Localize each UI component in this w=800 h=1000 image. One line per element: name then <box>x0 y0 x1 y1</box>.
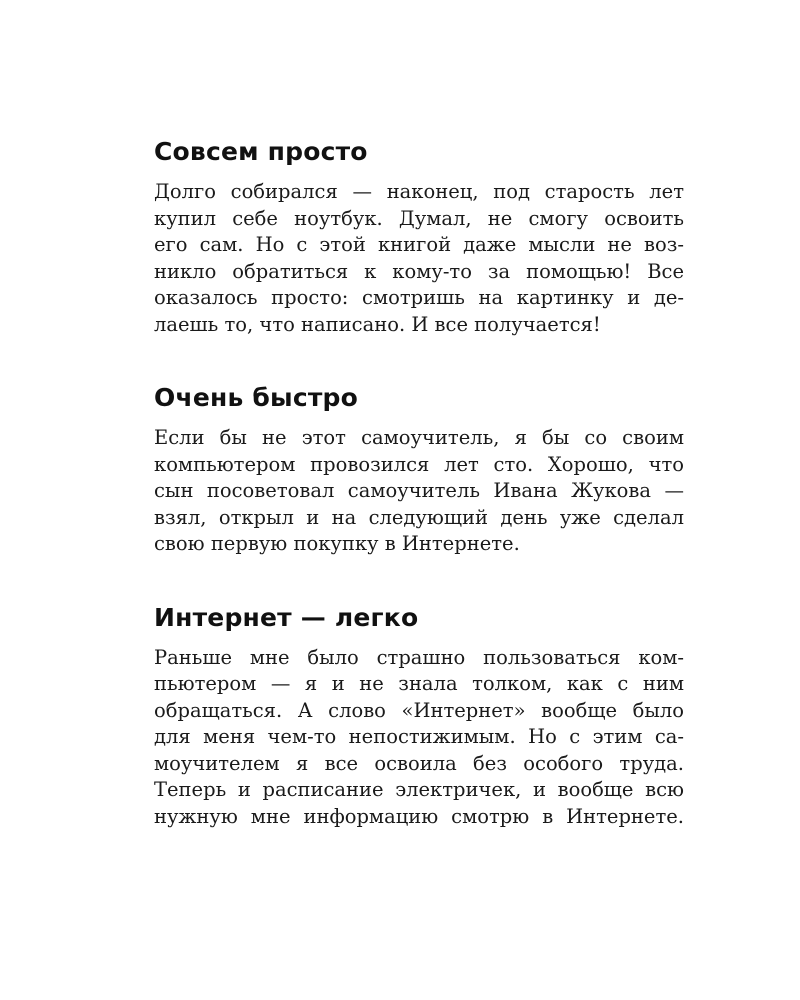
section-title: Совсем просто <box>154 137 368 166</box>
testimonial-section <box>154 382 684 558</box>
text-line: его сам. Но с этой книгой даже мысли не воз- <box>154 233 684 256</box>
text-line: Если бы не этот самоучитель, я бы со своим <box>154 426 684 449</box>
text-line: взял, открыл и на следующий день уже сделал <box>154 505 684 529</box>
section-title: Очень быстро <box>154 383 358 412</box>
text-line: никло обратиться к кому-то за помощью! Все <box>154 259 684 283</box>
text-line: компьютером провозился лет сто. Хорошо, что <box>154 452 684 476</box>
section-body <box>154 179 684 338</box>
text-line: обращаться. А слово «Интернет» вообще было <box>154 698 684 722</box>
text-line: Долго собирался — наконец, под старость лет <box>154 180 684 203</box>
testimonial-section <box>154 602 684 831</box>
text-line: оказалось просто: смотришь на картинку и де- <box>154 286 684 309</box>
testimonial-section <box>154 136 684 338</box>
text-line: пьютером — я и не знала толком, как с ним <box>154 672 684 695</box>
text-line: моучителем я все освоила без особого труда. <box>154 751 684 775</box>
text-line: Теперь и расписание электричек, и вообще всю <box>154 778 684 801</box>
section-body <box>154 645 684 831</box>
text-line: для меня чем-то непостижимым. Но с этим са- <box>154 725 684 748</box>
text-line: купил себе ноутбук. Думал, не смогу освоить <box>154 206 684 230</box>
text-line: Раньше мне было страшно пользоваться ком- <box>154 645 684 669</box>
text-line: сын посоветовал самоучитель Ивана Жукова — <box>154 479 684 502</box>
section-title: Интернет — легко <box>154 602 419 632</box>
text-line: свою первую покупку в Интернете. <box>154 532 520 555</box>
text-line: нужную мне информацию смотрю в Интернете. <box>154 804 684 828</box>
testimonials-page <box>154 136 684 830</box>
section-body <box>154 425 684 558</box>
text-line: лаешь то, что написано. И все получается! <box>154 312 601 336</box>
